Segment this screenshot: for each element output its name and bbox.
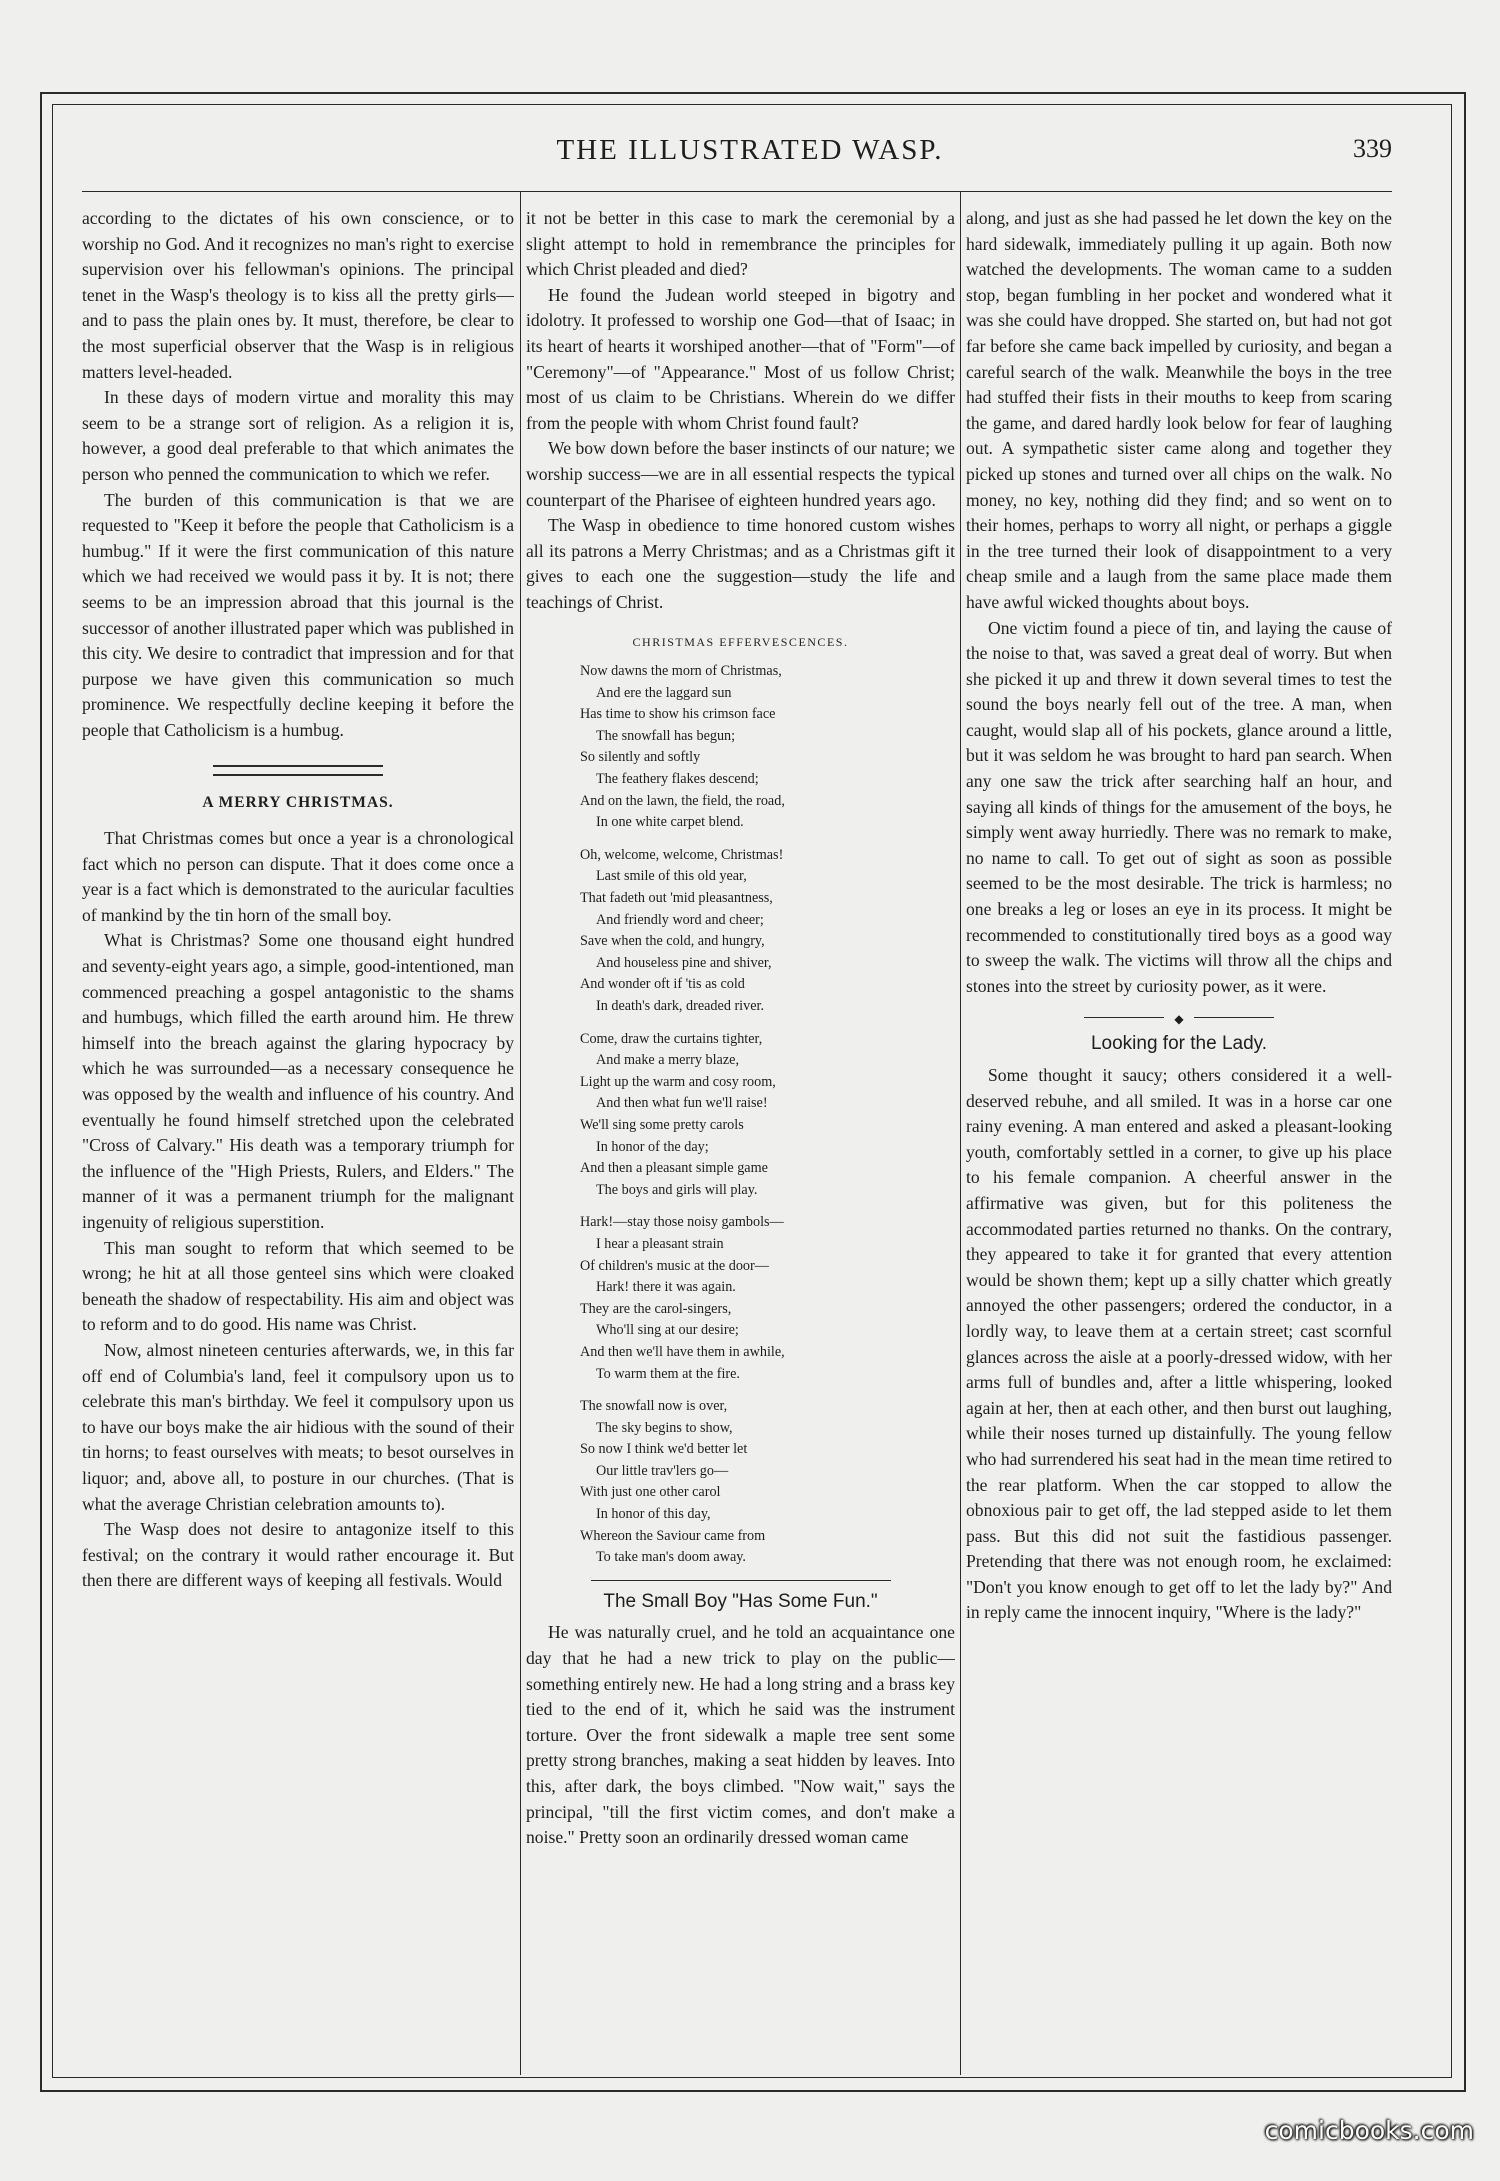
poem-title: CHRISTMAS EFFERVESCENCES. [632, 634, 849, 649]
poem-line: The sky begins to show, [596, 1419, 733, 1436]
poem-line: And wonder oft if 'tis as cold [580, 976, 745, 993]
poem-line: And then a pleasant simple game [580, 1160, 768, 1177]
poem-line: Whereon the Saviour came from [580, 1527, 766, 1544]
ornament-diamond-icon: ◆ [1174, 1012, 1184, 1027]
poem-line: In honor of this day, [596, 1506, 711, 1523]
poem-line: The snowfall has begun; [596, 727, 736, 744]
masthead-title: THE ILLUSTRATED WASP. [556, 134, 944, 166]
poem-line: Hark!—stay those noisy gambols— [580, 1214, 784, 1231]
poem-stanza [580, 845, 955, 1018]
section-divider [213, 765, 383, 776]
column-1 [82, 206, 514, 2073]
page-number: 339 [1353, 134, 1392, 163]
poem-line: And then we'll have them in awhile, [580, 1343, 785, 1360]
poem-line: With just one other carol [580, 1484, 721, 1501]
poem [580, 661, 955, 1569]
poem-stanza [580, 661, 955, 834]
poem-line: And make a merry blaze, [596, 1052, 739, 1069]
poem-line: So silently and softly [580, 749, 701, 766]
poem-line: I hear a pleasant strain [596, 1235, 724, 1252]
poem-stanza [580, 1396, 955, 1569]
paragraph: according to the dictates of his own conscience, or to worship no God. And it recognizes no man's right to exercise supervision over his fellowman's opinions. The principal tenet in the Wasp's theology is to kiss all the pretty girls—and to pass the plain ones by. It must, therefore, be clear to the most superficial observer that the Wasp is in religious matters level-headed. [82, 208, 514, 382]
paragraph: In these days of modern virtue and morality this may seem to be a strange sort of religion. As a religion it is, however, a good deal preferable to that which animates the person who penned the communication to which we refer. [82, 387, 514, 484]
poem-line: Oh, welcome, welcome, Christmas! [580, 846, 784, 863]
paragraph: along, and just as she had passed he let down the key on the hard sidewalk, immediately pulling it up again. Both now watched the developments. The woman came to a sudden stop, began fumbling in her pocket and wondered what it was she could have dropped. She started on, but had not got far before she came back impelled by curiosity, and began a careful search of the walk. Meanwhile the boys in the tree had stuffed their fists in their mouths to keep from scaring the game, and dared hardly look below for fear of laughing out. A sympathetic sister came along and together they picked up stones and turned over all chips on the walk. No money, no key, nothing did they find; and so went on to their homes, perhaps to worry all night, or perhaps a giggle in the tree turned their look of disappointment to a very cheap smile and a laugh from the same place made them have awful wicked thoughts about boys. [966, 208, 1392, 612]
paragraph: That Christmas comes but once a year is a chronological fact which no person can dispute. That it does come once a year is a fact which is demonstrated to the auricular faculties of mankind by the tin horn of the small boy. [82, 828, 514, 925]
poem-line: The snowfall now is over, [580, 1398, 728, 1415]
paragraph: Now, almost nineteen centuries afterwards, we, in this far off end of Columbia's land, feel it compulsory upon us to celebrate this man's birthday. We feel it compulsory upon us to have our boys make the air hidious with the sound of their tin horns; to feast ourselves with meats; to besot ourselves in liquor; and, above all, to posture in our churches. (That is what the average Christian celebration amounts to). [82, 1339, 514, 1514]
poem-line: Save when the cold, and hungry, [580, 933, 765, 950]
poem-line: That fadeth out 'mid pleasantness, [580, 890, 773, 907]
poem-line: In one white carpet blend. [596, 814, 744, 831]
paragraph: This man sought to reform that which seemed to be wrong; he hit at all those genteel sins which were cloaked beneath the shadow of respectability. His aim and object was to reform and to do good. His name was Christ. [82, 1237, 514, 1335]
paragraph: What is Christmas? Some one thousand eight hundred and seventy-eight years ago, a simple, good-intentioned, man commenced preaching a gospel antagonistic to the shams and humbugs, which filled the earth around him. He threw himself into the breach against the glaring hypocracy by which he was surrounded—as a necessary consequence he was opposed by the wealth and influence of his country. And eventually he found himself stretched upon the celebrated "Cross of Calvary." His death was a temporary triumph for the influence of the "High Priests, Rulers, and Elders." The manner of it was a permanent triumph for the malignant ingenuity of religious superstition. [82, 930, 514, 1232]
column-3 [966, 206, 1392, 2073]
paragraph: We bow down before the baser instincts of our nature; we worship success—we are in all essential respects the typical counterpart of the Pharisee of eighteen hundred years ago. [526, 438, 955, 510]
column-2 [526, 206, 955, 2073]
poem-line: We'll sing some pretty carols [580, 1116, 744, 1133]
poem-stanza [580, 1029, 955, 1202]
poem-line: Now dawns the morn of Christmas, [580, 663, 782, 680]
paragraph: One victim found a piece of tin, and laying the cause of the noise to that, was saved a great deal of worry. But when she picked it up and threw it down several times to test the sound the boys nearly fell out of the tree. A man, when caught, would slap all of his pockets, glance around a little, but it was seldom he was brought to hard pan search. When any one saw the trick after searching half an hour, and saying all kinds of things for the amusement of the boys, he simply went away hurriedly. There was no remark to make, no name to call. To get out of sight as soon as possible seemed to be the most desirable. The trick is harmless; no one breaks a leg or loses an eye in its process. It might be recommended to constitutionally tired boys as a good way to sweep the walk. The victims will throw all the chips and stones into the street by curiosity power, as it were. [966, 617, 1392, 996]
poem-stanza [580, 1212, 955, 1385]
poem-line: In death's dark, dreaded river. [596, 998, 765, 1014]
column-divider [960, 191, 961, 2075]
paragraph: He was naturally cruel, and he told an acquaintance one day that he had a new trick to play on the public—something entirely new. He had a long string and a brass key tied to the end of it, which he said was the instrument torture. Over the front sidewalk a maple tree sent some pretty strong branches, making a seat hidden by leaves. Into this, after dark, the boys climbed. "Now wait," says the principal, "till the first victim comes, and don't make a noise." Pretty soon an ordinarily dressed woman came [526, 1622, 955, 1848]
paragraph: it not be better in this case to mark the ceremonial by a slight attempt to hold in remembrance the principles for which Christ pleaded and died? [526, 208, 955, 280]
poem-line: And then what fun we'll raise! [596, 1095, 768, 1112]
poem-line: And ere the laggard sun [596, 684, 732, 701]
poem-line: To take man's doom away. [596, 1549, 746, 1566]
poem-line: Of children's music at the door— [580, 1257, 769, 1274]
poem-line: Who'll sing at our desire; [596, 1322, 739, 1339]
paragraph: He found the Judean world steeped in bigotry and idolotry. It professed to worship one God—that of Isaac; in its heart of hearts it worshiped another—that of "Form"—of "Ceremony"—of "Appearance." Most of us follow Christ; most of us claim to be Christians. Wherein do we differ from the people with whom Christ found fault? [526, 284, 955, 433]
paragraph: The Wasp in obedience to time honored custom wishes all its patrons a Merry Christmas; and as a Christmas gift it gives to each one the suggestion—study the life and teachings of Christ. [526, 515, 955, 612]
poem-line: Come, draw the curtains tighter, [580, 1030, 763, 1047]
poem-line: To warm them at the fire. [596, 1365, 740, 1382]
column-divider [520, 191, 521, 2075]
paragraph: Some thought it saucy; others considered it a well-deserved rebuhe, and all smiled. It was in a horse car one rainy evening. A man entered and asked a pleasant-looking youth, comfortably settled in a corner, to give up his place to his female companion. A cheerful answer in the affirmative was given, but for this politeness the accommodated parties returned no thanks. On the contrary, they appeared to take it for granted that every attention would be shown them; kept up a silly chatter which greatly annoyed the other passengers; ordered the conductor, in a lordly way, to leave them at a certain street; cast scornful glances across the aisle at a poorly-dressed widow, with her arms full of bundles and, after a little whispering, looked again at her, then at each other, and then burst out laughing, while their noses turned up distainfully. The young fellow who had surrendered his seat had in the mean time retired to the rear platform. When the car stopped to allow the obnoxious pair to get off, the lad stepped aside to let them pass. But this did not suit the fastidious passenger. Pretending that there was not enough room, he exclaimed: "Don't you know enough to get off to let the lady by?" And in reply came the innocent inquiry, "Where is the lady?" [966, 1065, 1392, 1623]
poem-line: Hark! there it was again. [596, 1279, 736, 1296]
watermark-logo: comicbooks.com [1264, 2116, 1474, 2145]
paragraph: The Wasp does not desire to antagonize itself to this festival; on the contrary it would rather encourage it. But then there are different ways of keeping all festivals. Would [82, 1519, 514, 1591]
section-divider [591, 1580, 891, 1581]
poem-line: Our little trav'lers go— [596, 1462, 729, 1479]
poem-line: So now I think we'd better let [580, 1441, 748, 1458]
poem-line: And friendly word and cheer; [596, 911, 764, 928]
ornament-rule [1194, 1017, 1274, 1018]
section-heading-merry-christmas: A MERRY CHRISTMAS. [202, 794, 394, 812]
header-rule [82, 191, 1392, 192]
section-heading-small-boy: The Small Boy "Has Some Fun." [603, 1590, 878, 1612]
poem-line: The feathery flakes descend; [596, 771, 759, 788]
paragraph: The burden of this communication is that we are requested to "Keep it before the people that Catholicism is a humbug." If it were the first communication of this nature which we had received we would pass it by. It is not; there seems to be an impression abroad that this journal is the successor of another illustrated paper which was published in this city. We desire to contradict that impression and for that purpose we have given this communication so much prominence. We respectfully decline keeping it before the people that Catholicism is a humbug. [82, 489, 514, 740]
poem-line: Last smile of this old year, [596, 868, 747, 885]
poem-line: Light up the warm and cosy room, [580, 1073, 776, 1090]
poem-line: The boys and girls will play. [596, 1181, 758, 1198]
poem-line: They are the carol-singers, [580, 1300, 732, 1317]
section-ornament [1084, 1012, 1274, 1027]
poem-line: And on the lawn, the field, the road, [580, 792, 785, 809]
section-heading-looking-for-lady: Looking for the Lady. [1090, 1033, 1268, 1055]
ornament-rule [1084, 1017, 1164, 1018]
poem-line: In honor of the day; [596, 1138, 709, 1155]
poem-line: Has time to show his crimson face [580, 706, 776, 723]
poem-line: And houseless pine and shiver, [596, 954, 772, 971]
